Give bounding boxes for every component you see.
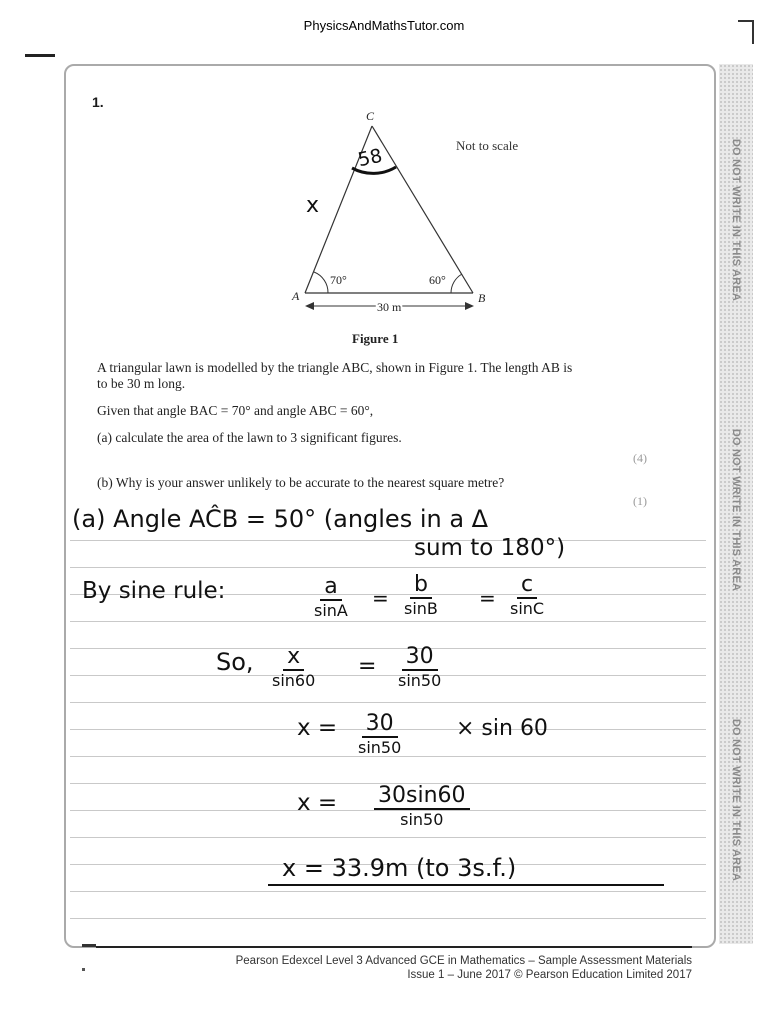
label-c: C [366,109,375,123]
sine-rule-label: By sine rule: [82,578,226,604]
fraction-30-over-sin50-b: 30 sin50 [358,711,402,757]
label-a: A [292,289,300,303]
scan-speck [82,968,85,971]
arrow-right [465,302,474,310]
question-text-line1: A triangular lawn is modelled by the triangle ABC, shown in Figure 1. The length AB is [97,360,573,375]
label-b: B [478,291,486,305]
working-line-1b: sum to 180°) [414,535,566,561]
answer-line [70,891,706,892]
triangle-figure [0,0,768,360]
answer-line [70,621,706,622]
equals-sign: = [479,586,496,610]
angle-b-arc [451,274,462,293]
x-equals-2: x = [297,790,338,816]
answer-line [70,567,706,568]
answer-line [70,675,706,676]
part-b-text: (b) Why is your answer unlikely to be accurate to the nearest square metre? [97,475,505,490]
angle-a-label: 70° [330,273,347,287]
fraction-30-over-sin50: 30 sin50 [398,644,442,690]
fraction-a-over-sinA: a sinA [314,574,348,620]
margin-label-2: DO NOT WRITE IN THIS AREA [730,428,743,592]
final-answer: x = 33.9m (to 3s.f.) [282,854,517,882]
footer-rule [96,946,692,948]
x-equals: x = [297,715,338,741]
answer-line [70,918,706,919]
question-text-line2: to be 30 m long. [97,376,186,391]
times-sin60: × sin 60 [456,716,548,741]
given-text: Given that angle BAC = 70° and angle ABC = 60°, [97,403,374,418]
footer-line-1: Pearson Edexcel Level 3 Advanced GCE in Mathematics – Sample Assessment Materials [235,955,692,967]
site-header: PhysicsAndMathsTutor.com [303,18,465,33]
margin-label-3: DO NOT WRITE IN THIS AREA [730,718,743,882]
answer-line [70,837,706,838]
working-line-1: (a) Angle AĈB = 50° (angles in a Δ [72,505,489,533]
angle-a-arc [314,272,328,293]
fraction-30sin60-over-sin50: 30sin60 sin50 [374,784,470,830]
part-a-marks: (4) [633,451,647,465]
so-label: So, [216,648,254,676]
answer-line [70,540,706,541]
part-b-marks: (1) [633,494,647,508]
side-x-handwritten: x [306,193,320,218]
fraction-x-over-sin60: x sin60 [272,644,316,690]
question-number: 1. [92,94,104,110]
angle-b-label: 60° [429,273,446,287]
figure-caption: Figure 1 [352,331,399,346]
angle-c-handwritten: 58 [355,144,385,172]
answer-underline [268,884,664,886]
answer-line [70,702,706,703]
side-ab-label: 30 m [377,300,402,314]
arrow-left [305,302,314,310]
part-a-text: (a) calculate the area of the lawn to 3 significant figures. [97,430,402,445]
footer-line-2: Issue 1 – June 2017 © Pearson Education Limited 2017 [407,969,692,981]
equals-sign: = [358,654,377,679]
footer-dash [82,944,96,947]
fraction-b-over-sinB: b sinB [404,572,438,618]
equals-sign: = [372,586,389,610]
margin-label-1: DO NOT WRITE IN THIS AREA [730,138,743,302]
fraction-c-over-sinC: c sinC [510,572,545,618]
not-to-scale: Not to scale [456,138,519,153]
answer-line [70,648,706,649]
